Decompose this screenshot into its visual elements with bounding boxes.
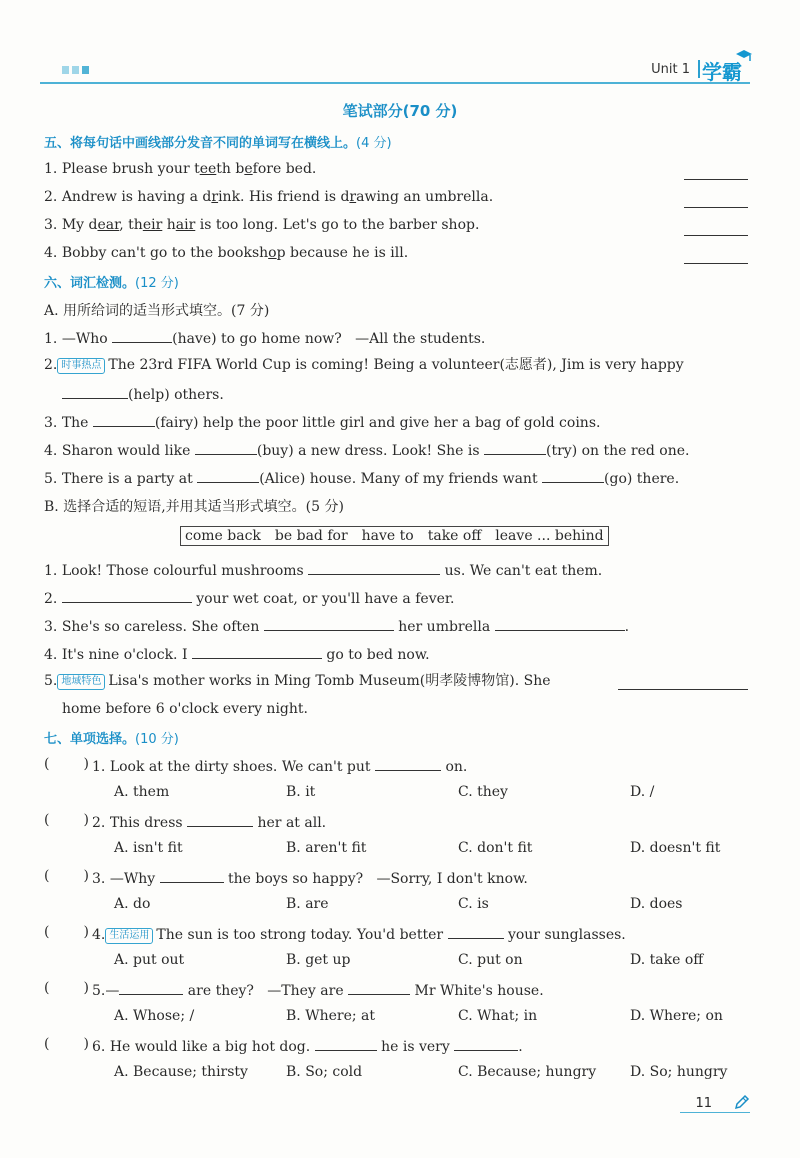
- question-number: 1.: [44, 161, 58, 177]
- fill-blank[interactable]: [348, 980, 410, 995]
- fill-blank[interactable]: [618, 688, 748, 690]
- part-a-instruction: A. 用所给词的适当形式填空。(7 分): [44, 303, 270, 319]
- question-6a-2-cont: (help) others.: [62, 384, 224, 404]
- option-b[interactable]: B. get up: [286, 952, 351, 968]
- fill-blank[interactable]: [308, 560, 440, 575]
- option-d[interactable]: D. So; hungry: [630, 1064, 728, 1080]
- page-title: 笔试部分(70 分): [342, 102, 458, 120]
- fill-blank[interactable]: [264, 616, 394, 631]
- question-number: 3.: [44, 217, 58, 233]
- option-c[interactable]: C. is: [458, 896, 489, 912]
- section-points: (12 分): [135, 276, 179, 291]
- topic-tag: 时事热点: [57, 358, 105, 374]
- option-c[interactable]: C. Because; hungry: [458, 1064, 597, 1080]
- option-b[interactable]: B. are: [286, 896, 329, 912]
- logo-divider: [698, 60, 700, 78]
- question-6a-2: 2. 时事热点 The 23rd FIFA World Cup is coming! Being a volunteer(志愿者), Jim is very happy: [44, 357, 684, 373]
- section-heading-6: [44, 272, 179, 291]
- phrase-option: take off: [427, 528, 482, 544]
- option-c[interactable]: C. put on: [458, 952, 523, 968]
- phrase-option: come back: [185, 528, 261, 544]
- option-c[interactable]: C. don't fit: [458, 840, 533, 856]
- phrase-option: leave ... behind: [495, 528, 604, 544]
- question-5-4: 4. Bobby can't go to the bookshop because he is ill.: [44, 245, 409, 261]
- answer-bracket[interactable]: ( ): [44, 756, 89, 772]
- answer-blank[interactable]: [684, 262, 748, 264]
- fill-blank[interactable]: [195, 440, 257, 455]
- option-d[interactable]: D. doesn't fit: [630, 840, 721, 856]
- question-6b-2: 2. your wet coat, or you'll have a fever.: [44, 588, 455, 608]
- fill-blank[interactable]: [119, 980, 183, 995]
- fill-blank[interactable]: [495, 616, 625, 631]
- question-6b-4: 4. It's nine o'clock. I go to bed now.: [44, 644, 430, 664]
- header-rule: [40, 82, 750, 84]
- answer-bracket[interactable]: ( ): [44, 924, 89, 940]
- answer-bracket[interactable]: ( ): [44, 812, 89, 828]
- section-heading-7: [44, 728, 179, 747]
- fill-blank[interactable]: [62, 588, 192, 603]
- header-decoration: [62, 66, 89, 74]
- option-d[interactable]: D. take off: [630, 952, 704, 968]
- section-heading-text: 七、单项选择。: [44, 732, 136, 747]
- option-b[interactable]: B. it: [286, 784, 316, 800]
- unit-label: Unit 1: [651, 62, 690, 77]
- brand-logo: 学霸: [702, 60, 742, 84]
- question-6b-5-cont: home before 6 o'clock every night.: [62, 701, 308, 717]
- answer-bracket[interactable]: ( ): [44, 868, 89, 884]
- option-a[interactable]: A. do: [114, 896, 151, 912]
- fill-blank[interactable]: [375, 756, 441, 771]
- question-5-2: 2. Andrew is having a drink. His friend is drawing an umbrella.: [44, 189, 494, 205]
- answer-blank[interactable]: [684, 206, 748, 208]
- option-c[interactable]: C. What; in: [458, 1008, 538, 1024]
- graduation-cap-icon: [736, 50, 752, 62]
- question-6b-3: 3. She's so careless. She often her umbrella .: [44, 616, 629, 636]
- phrase-box: [180, 526, 609, 546]
- question-5-1: 1. Please brush your teeth before bed.: [44, 161, 317, 177]
- question-6a-4: 4. Sharon would like (buy) a new dress. Look! She is (try) on the red one.: [44, 440, 689, 460]
- option-d[interactable]: D. /: [630, 784, 655, 800]
- question-7-1: 1. Look at the dirty shoes. We can't put on.: [92, 756, 467, 776]
- pencil-icon: [734, 1094, 750, 1110]
- phrase-option: have to: [361, 528, 414, 544]
- question-5-3: 3. My dear, their hair is too long. Let's go to the barber shop.: [44, 217, 480, 233]
- page-number: 11: [695, 1096, 712, 1111]
- question-7-3: 3. —Why the boys so happy? —Sorry, I don't know.: [92, 868, 528, 888]
- option-b[interactable]: B. So; cold: [286, 1064, 363, 1080]
- fill-blank[interactable]: [454, 1036, 518, 1051]
- section-heading-text: 六、词汇检测。: [44, 276, 136, 291]
- section-points: (4 分): [356, 136, 392, 151]
- topic-tag: 地域特色: [57, 674, 105, 690]
- option-d[interactable]: D. Where; on: [630, 1008, 723, 1024]
- option-a[interactable]: A. them: [114, 784, 170, 800]
- question-7-2: 2. This dress her at all.: [92, 812, 326, 832]
- question-6a-1: 1. —Who (have) to go home now? —All the students.: [44, 328, 485, 348]
- fill-blank[interactable]: [484, 440, 546, 455]
- section-points: (10 分): [135, 732, 179, 747]
- question-7-4: 4. 生活运用 The sun is too strong today. You'd better your sunglasses.: [92, 924, 626, 944]
- option-a[interactable]: A. Whose; /: [114, 1008, 195, 1024]
- phrase-option: be bad for: [274, 528, 348, 544]
- option-c[interactable]: C. they: [458, 784, 508, 800]
- question-number: 2.: [44, 189, 58, 205]
- answer-bracket[interactable]: ( ): [44, 1036, 89, 1052]
- footer-rule: [680, 1112, 750, 1113]
- fill-blank[interactable]: [93, 412, 155, 427]
- question-6b-1: 1. Look! Those colourful mushrooms us. We can't eat them.: [44, 560, 602, 580]
- answer-blank[interactable]: [684, 178, 748, 180]
- question-number: 4.: [44, 245, 58, 261]
- fill-blank[interactable]: [315, 1036, 377, 1051]
- fill-blank[interactable]: [160, 868, 224, 883]
- answer-blank[interactable]: [684, 234, 748, 236]
- option-a[interactable]: A. isn't fit: [114, 840, 183, 856]
- option-a[interactable]: A. put out: [114, 952, 185, 968]
- fill-blank[interactable]: [187, 812, 253, 827]
- option-d[interactable]: D. does: [630, 896, 683, 912]
- fill-blank[interactable]: [112, 328, 172, 343]
- option-a[interactable]: A. Because; thirsty: [114, 1064, 248, 1080]
- answer-bracket[interactable]: ( ): [44, 980, 89, 996]
- question-6a-5: 5. There is a party at (Alice) house. Many of my friends want (go) there.: [44, 468, 679, 488]
- fill-blank[interactable]: [62, 384, 128, 399]
- question-6a-3: 3. The (fairy) help the poor little girl and give her a bag of gold coins.: [44, 412, 600, 432]
- part-b-instruction: B. 选择合适的短语,并用其适当形式填空。(5 分): [44, 499, 344, 515]
- section-heading-5: [44, 132, 392, 151]
- question-6b-5: 5. 地域特色 Lisa's mother works in Ming Tomb Museum(明孝陵博物馆). She: [44, 673, 551, 689]
- question-7-5: 5.— are they? —They are Mr White's house.: [92, 980, 544, 1000]
- option-b[interactable]: B. aren't fit: [286, 840, 367, 856]
- fill-blank[interactable]: [448, 924, 504, 939]
- section-heading-text: 五、将每句话中画线部分发音不同的单词写在横线上。: [44, 136, 357, 151]
- fill-blank[interactable]: [197, 468, 259, 483]
- question-7-6: 6. He would like a big hot dog. he is very .: [92, 1036, 523, 1056]
- option-b[interactable]: B. Where; at: [286, 1008, 375, 1024]
- fill-blank[interactable]: [542, 468, 604, 483]
- fill-blank[interactable]: [192, 644, 322, 659]
- topic-tag: 生活运用: [105, 928, 153, 944]
